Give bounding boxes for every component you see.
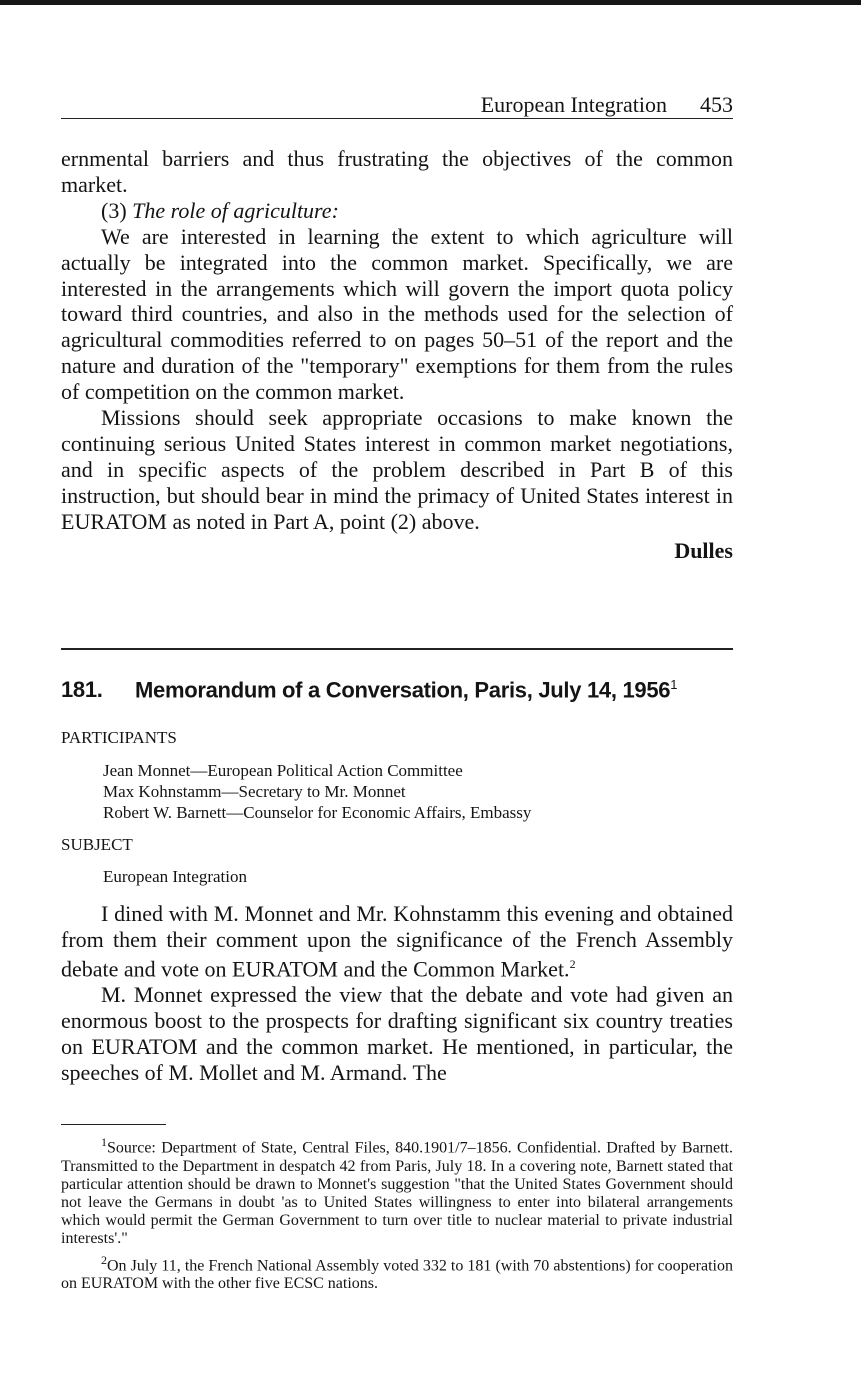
item-3-label: (3) [101,197,133,223]
running-head-title: European Integration [480,92,667,117]
participants-label: PARTICIPANTS [61,728,177,747]
paragraph-agriculture: We are interested in learning the extent to which agriculture will actually be integrated into the common market. Specifically, we are interested in the arrangements which will govern the import quota policy toward third countries, and also in the methods used for the selection of agricultural commodities referred to on pages 50–51 of the report and the nature and duration of the "temporary" exemptions for them from the rules of competition on the common market. [61,223,733,405]
scan-top-border [0,0,861,5]
running-head [61,92,733,119]
page-number: 453 [700,92,733,117]
footnote-rule [61,1124,166,1125]
item-3-title: The role of agriculture: [132,197,339,223]
participant: Jean Monnet—European Political Action Committee [103,761,463,780]
document-number: 181. [61,677,103,703]
footnote-1-text: Source: Department of State, Central Files, 840.1901/7–1856. Confidential. Drafted by Barnett. Transmitted to the Department in despatch 42 from Paris, July 18. In a covering note, Barnett stated that particular attention should be drawn to Monnet's suggestion "that the United States Government should not leave the Germans in doubt 'as to United States willingness to enter into bilateral arrangements which would permit the German Government to turn over title to nuclear material to private industrial interests'." [61,1139,733,1248]
memo-paragraph-1: I dined with M. Monnet and Mr. Kohnstamm this evening and obtained from them their comment upon the significance of the French Assembly debate and vote on EURATOM and the Common Market.$^2$ [61,901,733,982]
participant: Robert W. Barnett—Counselor for Economic Affairs, Embassy [103,803,532,822]
title-footnote-ref: 1 [670,677,678,692]
section-divider [61,648,733,650]
footnote-2 [61,1251,733,1294]
participants-list [103,760,531,823]
item-3-heading [61,198,733,224]
signature: Dulles [674,538,733,563]
footnote-1 [61,1133,733,1249]
memorandum-body [61,901,733,1085]
memo-paragraph-2: M. Monnet expressed the view that the debate and vote had given an enormous boost to the prospects for drafting significant six country treaties on EURATOM and the common market. He mentioned, in particular, the speeches of M. Mollet and M. Armand. The [61,982,733,1085]
footnote-2-mark: 2 [101,1252,107,1267]
continued-text [61,146,733,535]
subject-label: SUBJECT [61,835,133,854]
footnotes [61,1133,733,1294]
paragraph-missions: Missions should seek appropriate occasions to make known the continuing serious United States interest in common market negotiations, and in specific aspects of the problem described in Part B of this instruction, but should bear in mind the primacy of United States interest in EURATOM as noted in Part A, point (2) above. [61,405,733,534]
footnote-1-mark: 1 [101,1135,107,1149]
document-title: Memorandum of a Conversation, Paris, July 14, 1956 [135,677,671,703]
footnote-ref-2: 2 [569,957,576,972]
participant: Max Kohnstamm—Secretary to Mr. Monnet [103,782,406,801]
document-heading [61,677,733,703]
paragraph-continued: ernmental barriers and thus frustrating the objectives of the common market. [61,146,733,197]
subject-value: European Integration [103,867,247,886]
footnote-2-text: On July 11, the French National Assembly voted 332 to 181 (with 70 abstentions) for cooperation on EURATOM with the other five ECSC nations. [61,1256,733,1293]
